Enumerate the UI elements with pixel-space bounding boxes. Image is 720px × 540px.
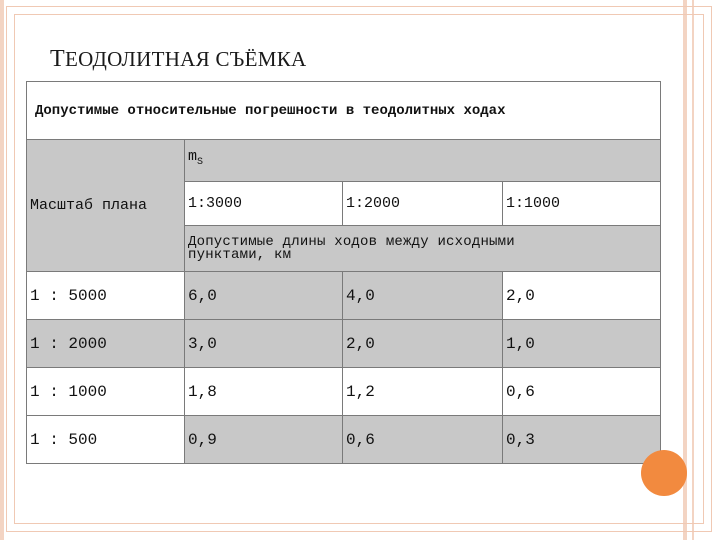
row-value: 0,3 <box>503 416 661 464</box>
row-value: 2,0 <box>503 272 661 320</box>
tolerance-table <box>26 81 661 464</box>
row-value: 3,0 <box>185 320 343 368</box>
plan-scale-label-cell <box>27 140 185 272</box>
row-value: 6,0 <box>185 272 343 320</box>
row-value: 1,0 <box>503 320 661 368</box>
slide-title <box>50 46 307 73</box>
lengths-label-cell <box>185 226 661 272</box>
plan-scale-label: Масштаб плана <box>30 197 148 214</box>
row-plan-scale: 1 : 500 <box>27 416 185 464</box>
scale-header-1: 1:3000 <box>185 182 343 226</box>
lengths-label-line2: пунктами, км <box>188 246 292 263</box>
row-value: 4,0 <box>343 272 503 320</box>
row-value: 1,2 <box>343 368 503 416</box>
row-plan-scale: 1 : 2000 <box>27 320 185 368</box>
slide-title-initial: Т <box>50 46 65 72</box>
row-plan-scale: 1 : 1000 <box>27 368 185 416</box>
left-decor-rail <box>0 0 4 540</box>
table-header: Допустимые относительные погрешности в теодолитных ходах <box>27 82 661 140</box>
scale-header-3: 1:1000 <box>503 182 661 226</box>
ms-subscript: S <box>197 157 204 168</box>
slide-title-rest: ЕОДОЛИТНАЯ СЪЁМКА <box>64 47 307 71</box>
ms-label: m <box>188 148 198 165</box>
row-value: 0,6 <box>343 416 503 464</box>
row-value: 0,6 <box>503 368 661 416</box>
row-plan-scale: 1 : 5000 <box>27 272 185 320</box>
tolerance-table-container <box>26 81 661 464</box>
ms-header-cell <box>185 140 661 182</box>
row-value: 1,8 <box>185 368 343 416</box>
decorative-orange-circle <box>641 450 687 496</box>
row-value: 2,0 <box>343 320 503 368</box>
scale-header-2: 1:2000 <box>343 182 503 226</box>
lengths-label-line1: Допустимые длины ходов между исходными <box>188 233 515 250</box>
row-value: 0,9 <box>185 416 343 464</box>
